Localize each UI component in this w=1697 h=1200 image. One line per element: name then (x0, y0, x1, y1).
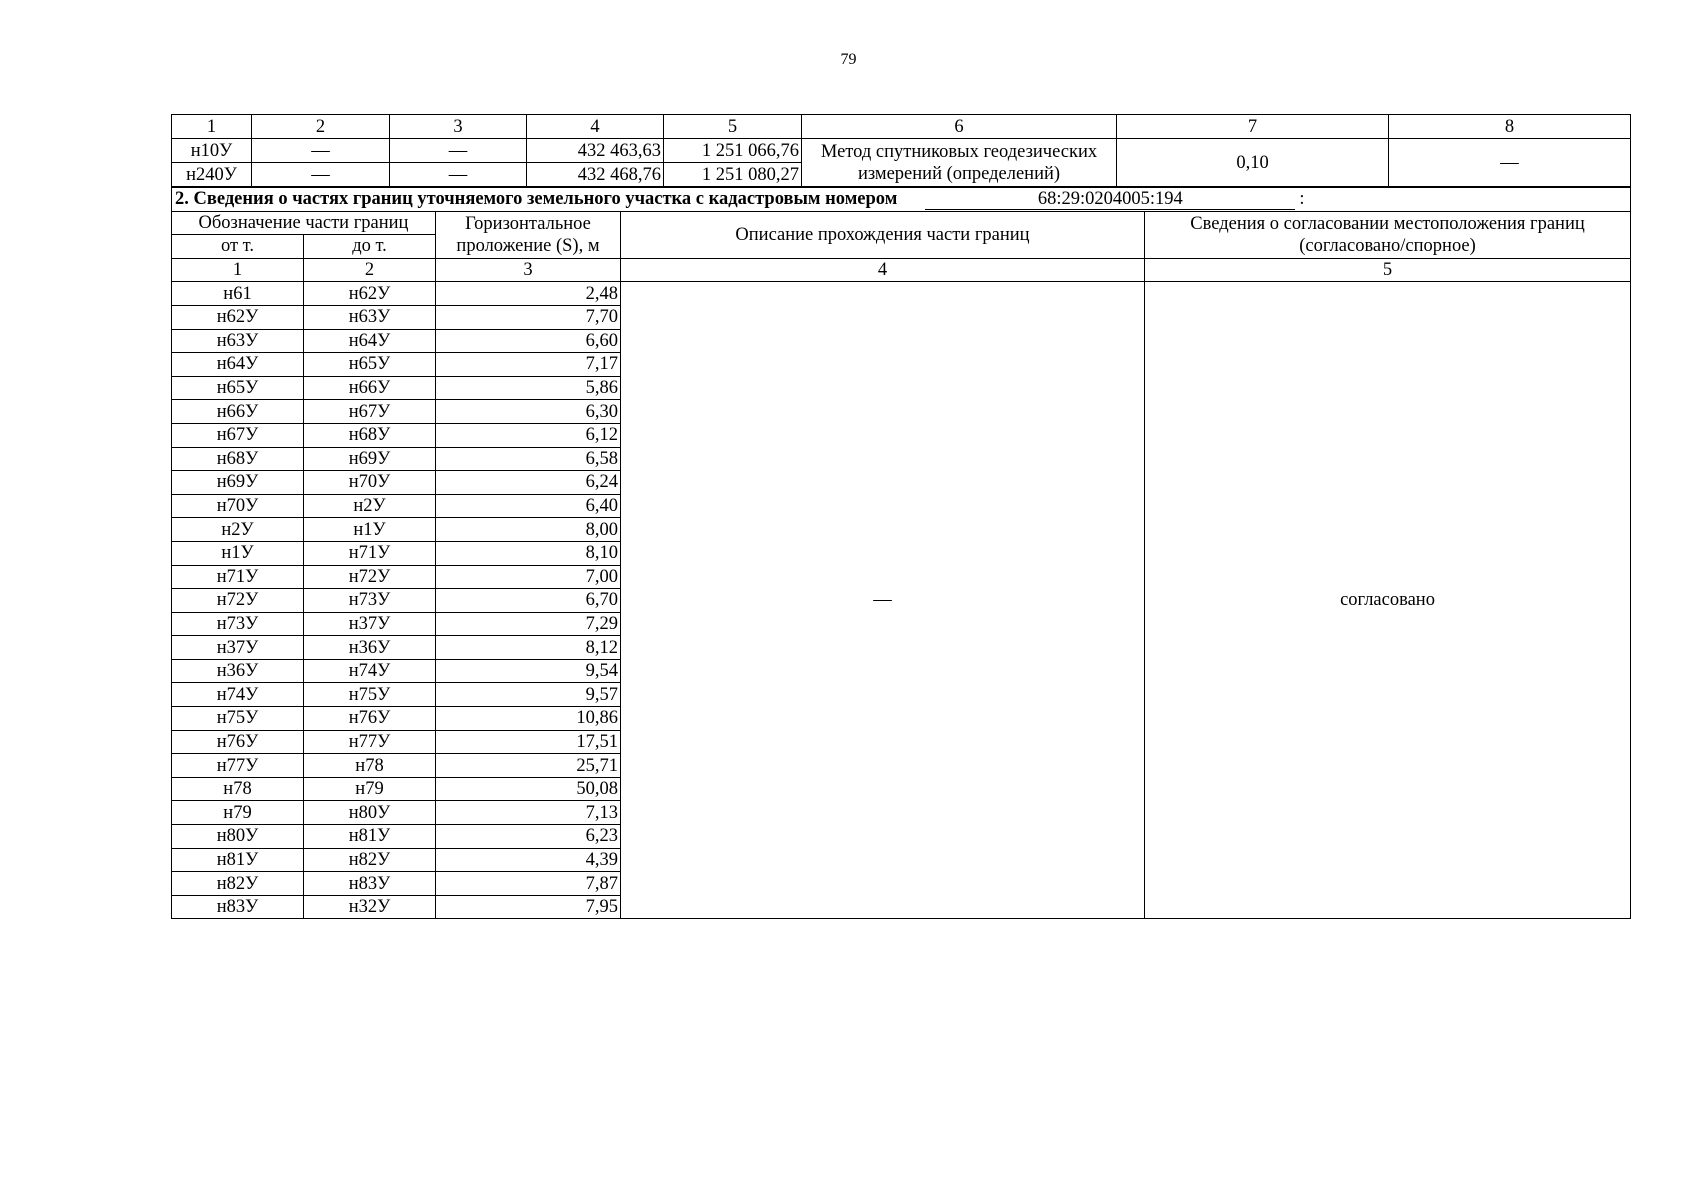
horizontal-length: 7,00 (436, 565, 621, 589)
coord-x: 432 463,63 (527, 139, 664, 163)
cadastral-number: 68:29:0204005:194 (925, 189, 1295, 210)
horizontal-length: 6,23 (436, 825, 621, 849)
to-point: н37У (304, 612, 436, 636)
from-point: н63У (172, 329, 304, 353)
to-point: н69У (304, 447, 436, 471)
to-point: н32У (304, 895, 436, 919)
from-point: н62У (172, 305, 304, 329)
horizontal-length: 8,12 (436, 636, 621, 660)
to-point: н1У (304, 518, 436, 542)
to-point: н63У (304, 305, 436, 329)
column-number: 4 (527, 115, 664, 139)
accuracy-cell: 0,10 (1117, 139, 1389, 187)
horizontal-length: 25,71 (436, 754, 621, 778)
from-point: н79 (172, 801, 304, 825)
from-point: н71У (172, 565, 304, 589)
coord-x: 432 468,76 (527, 163, 664, 187)
to-point: н74У (304, 659, 436, 683)
horizontal-length: 7,87 (436, 872, 621, 896)
to-point: н81У (304, 825, 436, 849)
column-number: 7 (1117, 115, 1389, 139)
header-description: Описание прохождения части границ (621, 211, 1145, 258)
to-point: н71У (304, 541, 436, 565)
from-point: н77У (172, 754, 304, 778)
method-cell: Метод спутниковых геодезических измерений (определений) (802, 139, 1117, 187)
column-number: 8 (1389, 115, 1631, 139)
to-point: н80У (304, 801, 436, 825)
column-number: 5 (1145, 258, 1631, 282)
horizontal-length: 6,30 (436, 400, 621, 424)
column-number: 1 (172, 115, 252, 139)
from-point: н76У (172, 730, 304, 754)
to-point: н83У (304, 872, 436, 896)
section-title-row (172, 188, 1631, 212)
from-point: н69У (172, 471, 304, 495)
from-point: н68У (172, 447, 304, 471)
horizontal-length: 6,58 (436, 447, 621, 471)
to-point: н66У (304, 376, 436, 400)
from-point: н64У (172, 353, 304, 377)
horizontal-length: 6,60 (436, 329, 621, 353)
from-point: н75У (172, 707, 304, 731)
agreement-cell: согласовано (1145, 282, 1631, 919)
section-title-text: 2. Сведения о частях границ уточняемого земельного участка с кадастровым номером (175, 188, 898, 209)
column-number: 3 (390, 115, 527, 139)
horizontal-length: 9,57 (436, 683, 621, 707)
header-from: от т. (172, 235, 304, 259)
from-point: н61 (172, 282, 304, 306)
column-number: 1 (172, 258, 304, 282)
horizontal-length: 8,10 (436, 541, 621, 565)
to-point: н65У (304, 353, 436, 377)
to-point: н73У (304, 589, 436, 613)
from-point: н36У (172, 659, 304, 683)
to-point: н68У (304, 423, 436, 447)
from-point: н81У (172, 848, 304, 872)
section-title (172, 188, 1631, 212)
cell-dash: — (1389, 139, 1631, 187)
point-name: н240У (172, 163, 252, 187)
to-point: н76У (304, 707, 436, 731)
page-number: 79 (840, 51, 857, 68)
horizontal-length: 4,39 (436, 848, 621, 872)
to-point: н78 (304, 754, 436, 778)
header-to: до т. (304, 235, 436, 259)
from-point: н37У (172, 636, 304, 660)
colon: : (1299, 188, 1305, 209)
horizontal-length: 7,13 (436, 801, 621, 825)
from-point: н83У (172, 895, 304, 919)
column-number: 2 (252, 115, 390, 139)
from-point: н2У (172, 518, 304, 542)
to-point: н75У (304, 683, 436, 707)
cell-dash: — (390, 163, 527, 187)
header-row (172, 211, 1631, 235)
coord-y: 1 251 066,76 (664, 139, 802, 163)
parts-body (172, 282, 1631, 919)
horizontal-length: 6,70 (436, 589, 621, 613)
from-point: н67У (172, 423, 304, 447)
table-row (172, 139, 1631, 163)
header-agreement: Сведения о согласовании местоположения границ (согласовано/спорное) (1145, 211, 1631, 258)
to-point: н79 (304, 777, 436, 801)
horizontal-length: 5,86 (436, 376, 621, 400)
horizontal-length: 6,12 (436, 423, 621, 447)
horizontal-length: 2,48 (436, 282, 621, 306)
from-point: н65У (172, 376, 304, 400)
from-point: н78 (172, 777, 304, 801)
horizontal-length: 6,24 (436, 471, 621, 495)
table-row (172, 282, 1631, 306)
column-number-row (172, 115, 1631, 139)
horizontal-length: 9,54 (436, 659, 621, 683)
column-number: 6 (802, 115, 1117, 139)
column-number-row (172, 258, 1631, 282)
horizontal-length: 6,40 (436, 494, 621, 518)
cell-dash: — (252, 163, 390, 187)
to-point: н64У (304, 329, 436, 353)
horizontal-length: 8,00 (436, 518, 621, 542)
horizontal-length: 7,70 (436, 305, 621, 329)
to-point: н82У (304, 848, 436, 872)
from-point: н66У (172, 400, 304, 424)
to-point: н72У (304, 565, 436, 589)
horizontal-length: 50,08 (436, 777, 621, 801)
from-point: н70У (172, 494, 304, 518)
horizontal-length: 7,95 (436, 895, 621, 919)
description-cell: — (621, 282, 1145, 919)
column-number: 3 (436, 258, 621, 282)
to-point: н36У (304, 636, 436, 660)
column-number: 5 (664, 115, 802, 139)
from-point: н73У (172, 612, 304, 636)
coordinates-table (171, 114, 1631, 187)
to-point: н2У (304, 494, 436, 518)
to-point: н67У (304, 400, 436, 424)
from-point: н82У (172, 872, 304, 896)
horizontal-length: 7,17 (436, 353, 621, 377)
point-name: н10У (172, 139, 252, 163)
from-point: н74У (172, 683, 304, 707)
header-length: Горизонтальное проложение (S), м (436, 211, 621, 258)
cell-dash: — (252, 139, 390, 163)
from-point: н72У (172, 589, 304, 613)
header-group: Обозначение части границ (172, 211, 436, 235)
boundary-parts-table (171, 187, 1631, 919)
horizontal-length: 7,29 (436, 612, 621, 636)
to-point: н62У (304, 282, 436, 306)
to-point: н77У (304, 730, 436, 754)
horizontal-length: 17,51 (436, 730, 621, 754)
coord-y: 1 251 080,27 (664, 163, 802, 187)
from-point: н80У (172, 825, 304, 849)
from-point: н1У (172, 541, 304, 565)
to-point: н70У (304, 471, 436, 495)
column-number: 4 (621, 258, 1145, 282)
cell-dash: — (390, 139, 527, 163)
column-number: 2 (304, 258, 436, 282)
horizontal-length: 10,86 (436, 707, 621, 731)
